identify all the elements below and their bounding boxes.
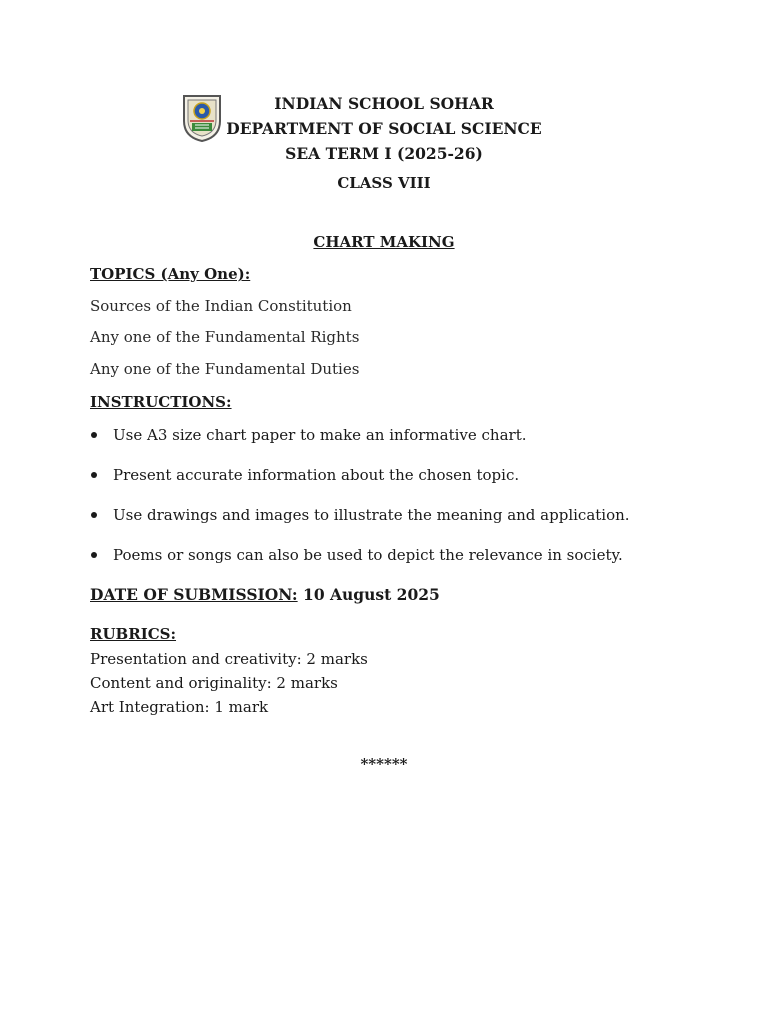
rubric-item: Art Integration: 1 mark	[90, 698, 269, 716]
department-name: DEPARTMENT OF SOCIAL SCIENCE	[226, 119, 542, 138]
bullet-icon	[91, 552, 97, 558]
instruction-item	[90, 426, 527, 444]
topic-item: Sources of the Indian Constitution	[90, 297, 352, 315]
instruction-text: Use A3 size chart paper to make an informative chart.	[113, 426, 527, 444]
instruction-text: Present accurate information about the chosen topic.	[113, 466, 520, 484]
instruction-item	[90, 506, 630, 524]
instruction-item	[90, 466, 519, 484]
page-title: CHART MAKING	[313, 233, 455, 251]
submission-date	[90, 585, 440, 604]
bullet-icon	[91, 472, 97, 478]
instruction-text: Poems or songs can also be used to depict the relevance in society.	[113, 546, 623, 564]
topics-heading: TOPICS (Any One):	[90, 265, 251, 283]
submission-label: DATE OF SUBMISSION:	[90, 585, 298, 604]
instruction-item	[90, 546, 623, 564]
bullet-icon	[91, 512, 97, 518]
bullet-icon	[91, 432, 97, 438]
instructions-heading: INSTRUCTIONS:	[90, 393, 232, 411]
topic-item: Any one of the Fundamental Rights	[90, 328, 360, 346]
rubric-item: Content and originality: 2 marks	[90, 674, 338, 692]
instruction-text: Use drawings and images to illustrate the meaning and application.	[113, 506, 630, 524]
end-mark: ******	[360, 755, 408, 773]
term-label: SEA TERM I (2025-26)	[285, 144, 483, 163]
rubric-item: Presentation and creativity: 2 marks	[90, 650, 368, 668]
topic-item: Any one of the Fundamental Duties	[90, 360, 360, 378]
class-label: CLASS VIII	[337, 174, 431, 192]
school-name: INDIAN SCHOOL SOHAR	[274, 94, 494, 113]
rubrics-heading: RUBRICS:	[90, 625, 177, 643]
submission-value: 10 August 2025	[303, 585, 440, 604]
